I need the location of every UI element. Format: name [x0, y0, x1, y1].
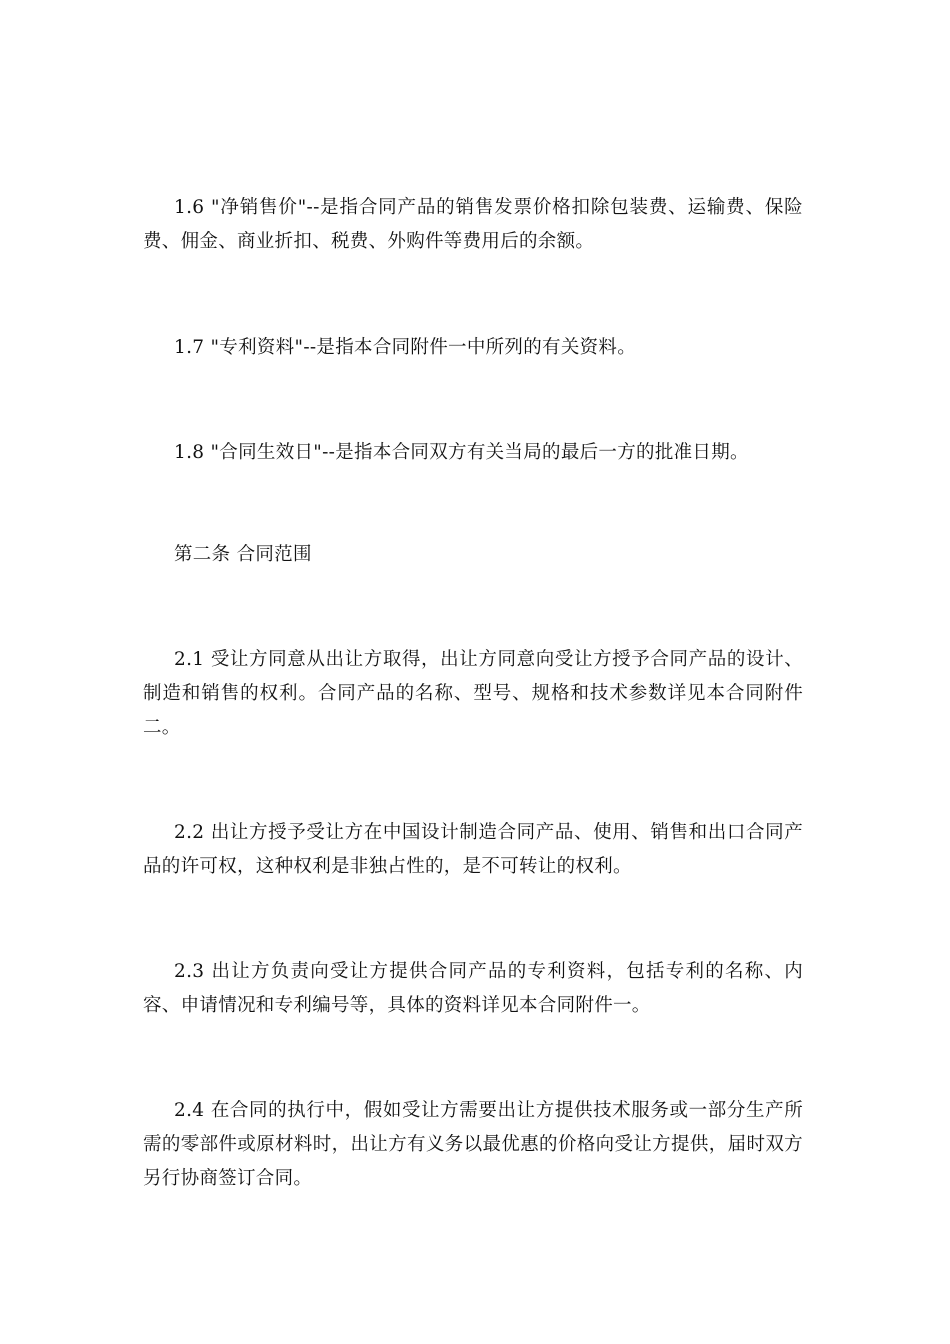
- article-2-heading: 第二条 合同范围: [174, 544, 312, 565]
- clause-2-1: 2.1 受让方同意从出让方取得，出让方同意向受让方授予合同产品的设计、制造和销售的权利。合同产品的名称、型号、规格和技术参数详见本合同附件二。: [143, 649, 803, 738]
- clause-2-4: 2.4 在合同的执行中，假如受让方需要出让方提供技术服务或一部分生产所需的零部件或原材料时，出让方有义务以最优惠的价格向受让方提供，届时双方另行协商签订合同。: [143, 1100, 803, 1189]
- clause-1-6: 1.6 "净销售价"--是指合同产品的销售发票价格扣除包装费、运输费、保险费、佣金、商业折扣、税费、外购件等费用后的余额。: [143, 197, 803, 252]
- clause-1-8: 1.8 "合同生效日"--是指本合同双方有关当局的最后一方的批准日期。: [174, 442, 749, 463]
- clause-2-3: 2.3 出让方负责向受让方提供合同产品的专利资料，包括专利的名称、内容、申请情况和专利编号等，具体的资料详见本合同附件一。: [143, 961, 803, 1016]
- clause-2-2: 2.2 出让方授予受让方在中国设计制造合同产品、使用、销售和出口合同产品的许可权，这种权利是非独占性的，是不可转让的权利。: [143, 822, 803, 877]
- clause-1-7: 1.7 "专利资料"--是指本合同附件一中所列的有关资料。: [174, 337, 637, 358]
